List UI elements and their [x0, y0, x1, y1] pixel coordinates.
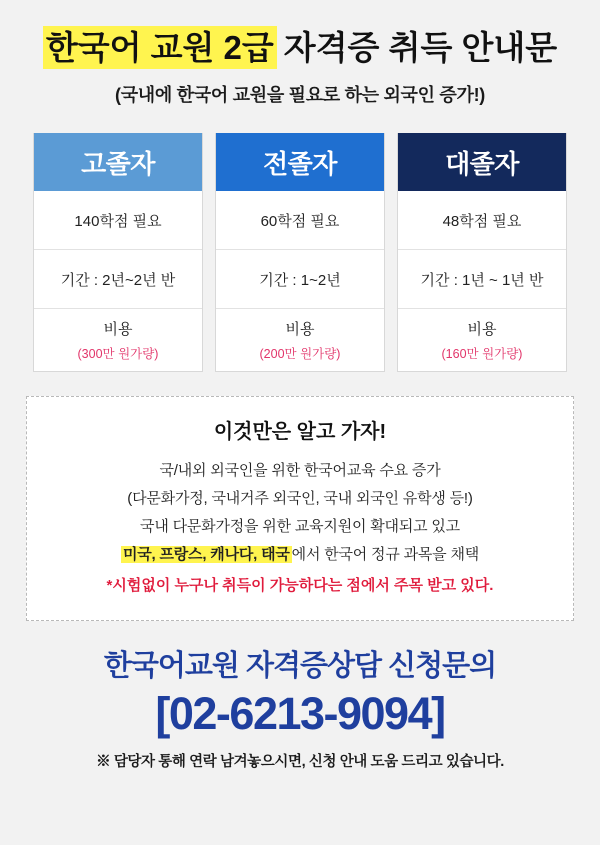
info-line-1: 국/내외 외국인을 위한 한국어교육 수요 증가	[159, 462, 441, 480]
card-period-graduate: 기간 : 1년 ~ 1년 반	[398, 249, 566, 308]
info-note: *시험없이 누구나 취득이 가능하다는 점에서 주목 받고 있다.	[106, 577, 494, 595]
info-line-3: 국내 다문화가정을 위한 교육지원이 확대되고 있고	[140, 517, 460, 535]
card-cost-label-graduate: 비용	[467, 321, 497, 339]
card-period-college-transfer: 기간 : 1~2년	[216, 249, 384, 308]
plan-card-highschool	[33, 133, 203, 372]
page-title	[43, 26, 557, 69]
info-box	[26, 396, 574, 621]
plan-card-graduate	[397, 133, 567, 372]
footer	[26, 643, 574, 771]
page-subtitle: (국내에 한국어 교원을 필요로 하는 외국인 증가!)	[115, 85, 485, 106]
plan-card-college-transfer	[215, 133, 385, 372]
footer-note: ※ 담당자 통해 연락 남겨놓으시면, 신청 안내 도움 드리고 있습니다.	[96, 754, 504, 770]
footer-phone-number[interactable]: [02-6213-9094]	[155, 688, 445, 739]
info-line-2: (다문화가정, 국내거주 외국인, 국내 외국인 유학생 등!)	[127, 490, 473, 507]
info-line-4-rest: 에서 한국어 정규 과목을 채택	[291, 545, 480, 563]
card-cost-value-college-transfer: (200만 원가량)	[259, 347, 341, 362]
card-header-college-transfer: 전졸자	[216, 133, 384, 191]
card-credits-college-transfer: 60학점 필요	[260, 212, 340, 230]
title-highlight: 한국어 교원 2급	[43, 26, 277, 69]
card-credits-highschool: 140학점 필요	[74, 212, 162, 230]
card-header-highschool: 고졸자	[34, 133, 202, 191]
title-rest: 자격증 취득 안내문	[283, 29, 558, 66]
plan-cards	[26, 133, 574, 372]
card-cost-value-graduate: (160만 원가량)	[441, 347, 523, 362]
card-cost-label-highschool: 비용	[103, 321, 133, 339]
info-line-4-highlight: 미국, 프랑스, 캐나다, 태국	[122, 545, 290, 563]
card-period-highschool: 기간 : 2년~2년 반	[34, 249, 202, 308]
card-cost-college-transfer	[216, 308, 384, 371]
card-credits-graduate: 48학점 필요	[442, 212, 522, 230]
card-cost-highschool	[34, 308, 202, 371]
info-title: 이것만은 알고 가자!	[213, 421, 387, 444]
card-cost-value-highschool: (300만 원가량)	[77, 347, 159, 362]
card-header-graduate: 대졸자	[398, 133, 566, 191]
card-cost-label-college-transfer: 비용	[285, 321, 315, 339]
card-cost-graduate	[398, 308, 566, 371]
footer-headline: 한국어교원 자격증상담 신청문의	[103, 650, 497, 682]
info-line-4	[37, 541, 563, 569]
